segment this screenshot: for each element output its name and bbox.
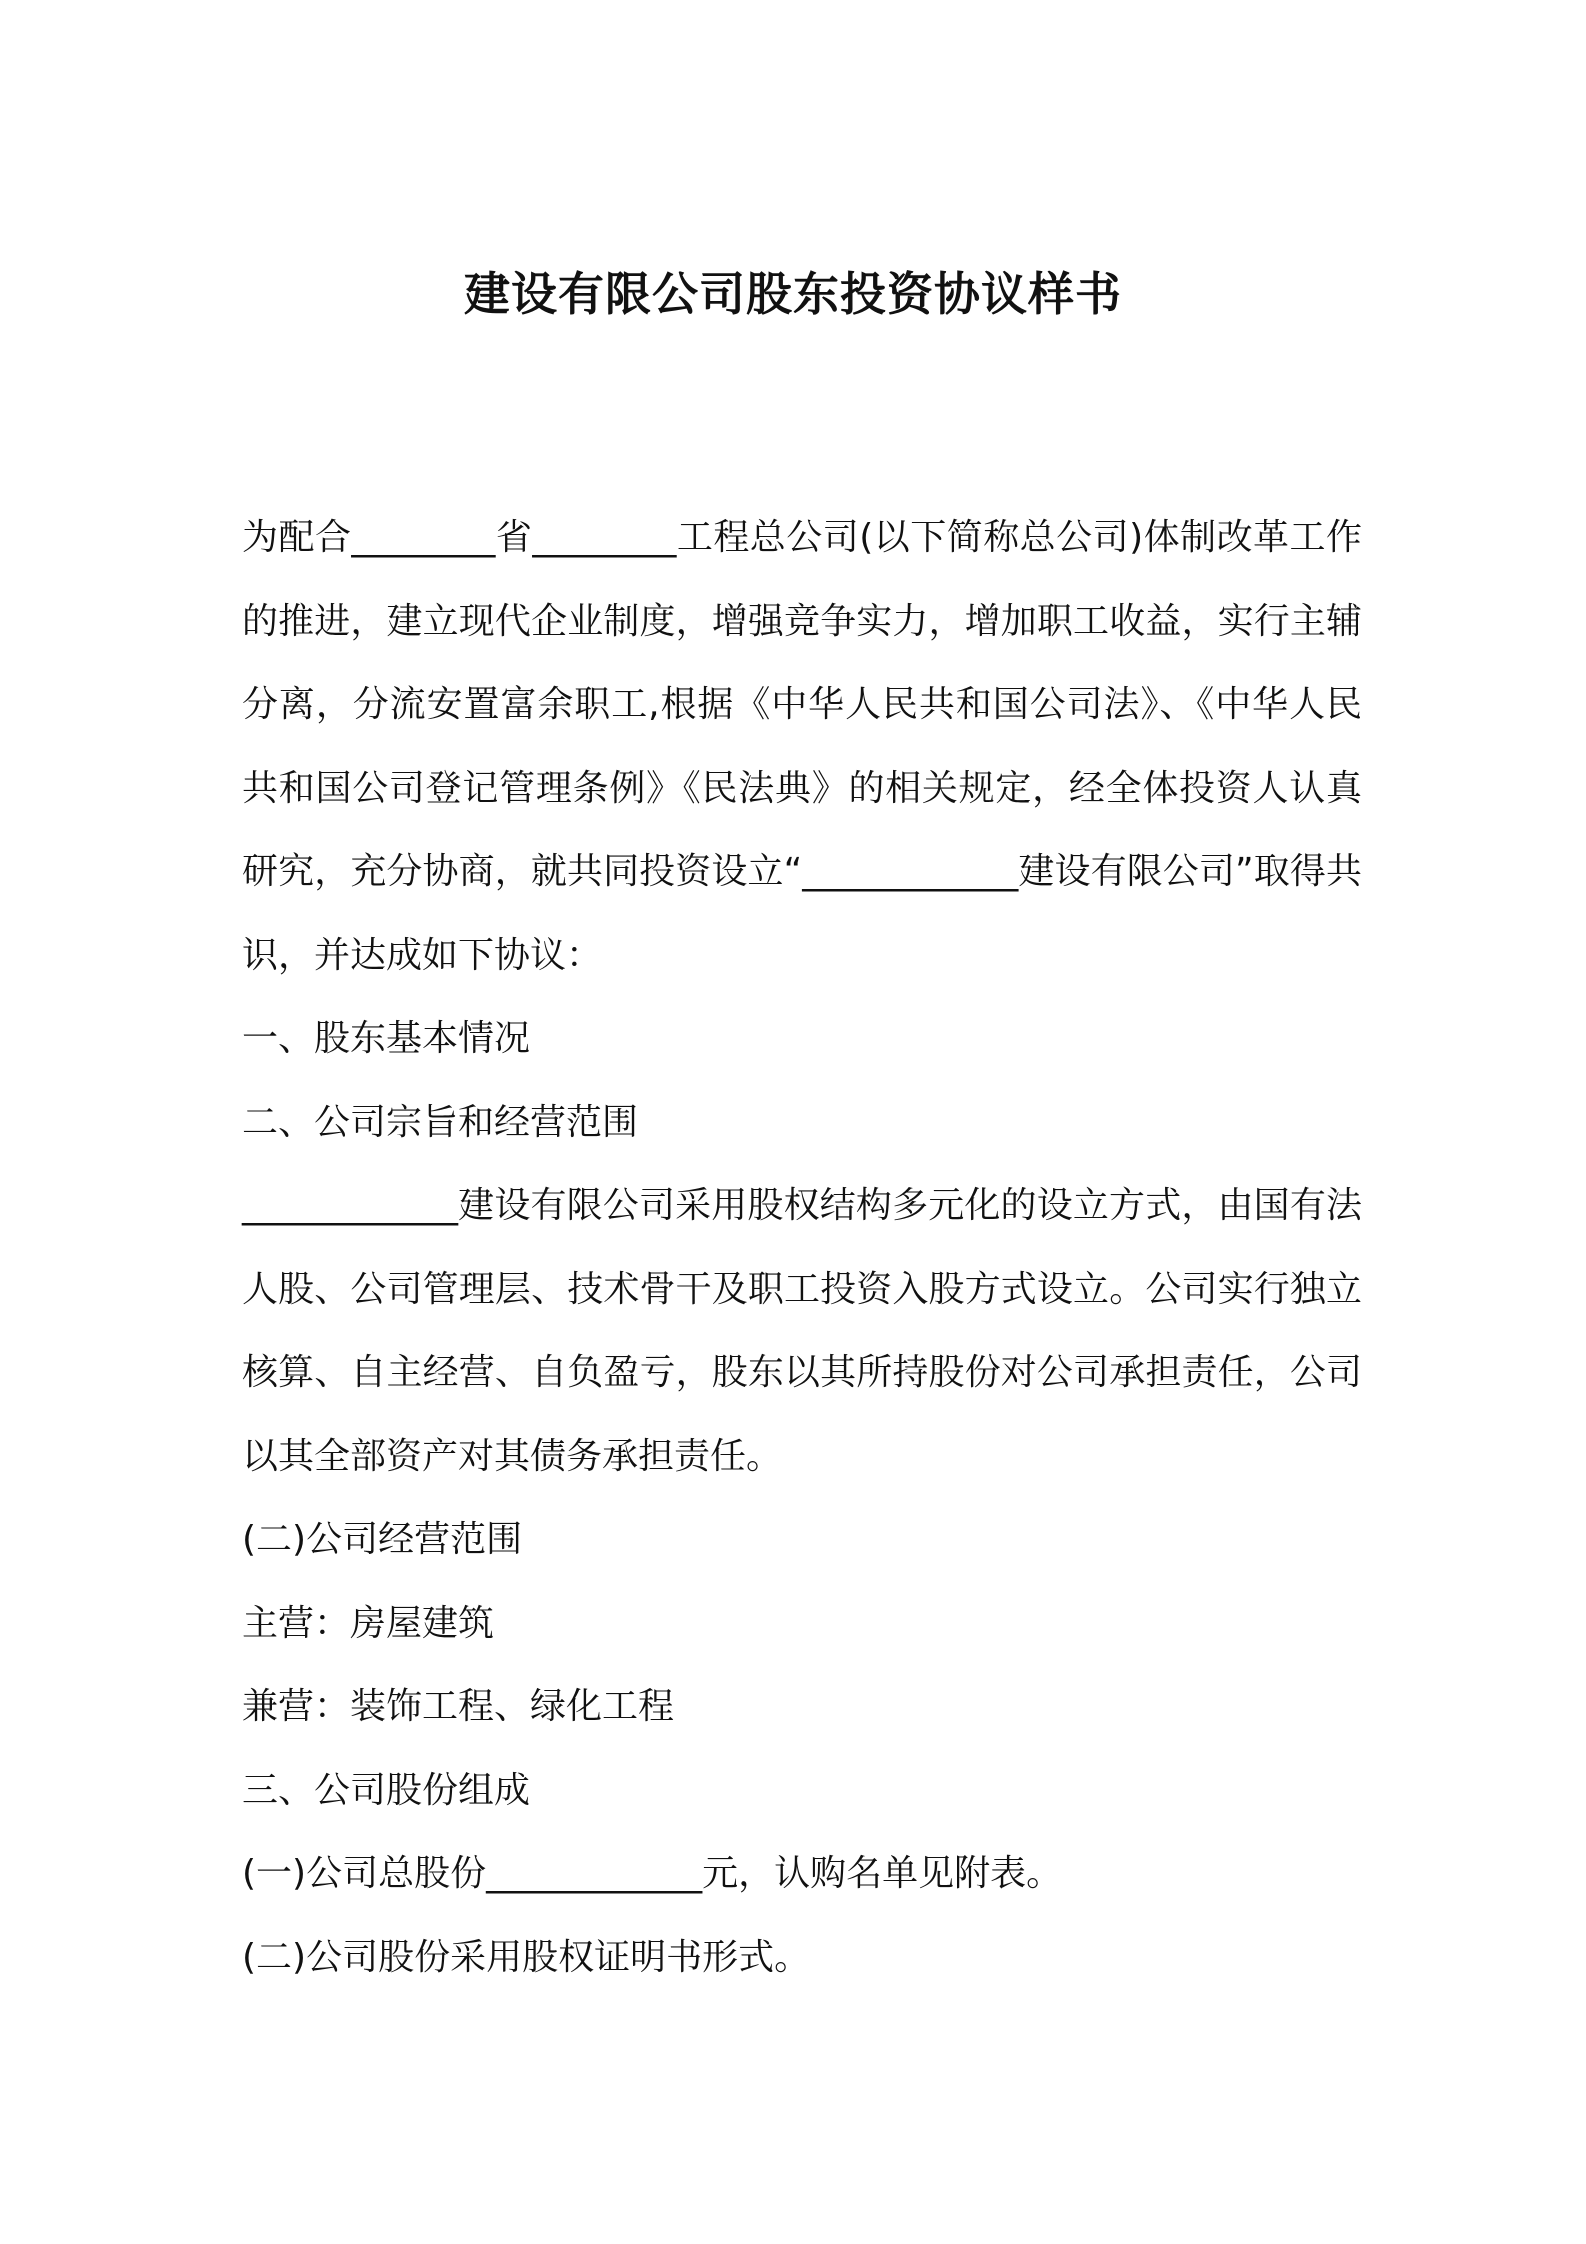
company-structure-paragraph: ____________建设有限公司采用股权结构多元化的设立方式，由国有法人股、公司管理层、技术骨干及职工投资入股方式设立。公司实行独立核算、自主经营、自负盈亏，股东以其所持股份对公司承担责任，公司以其全部资产对其债务承担责任。 <box>242 1185 1362 1477</box>
main-business-line: 主营：房屋建筑 <box>242 1602 495 1644</box>
section-heading-purpose-scope: 二、公司宗旨和经营范围 <box>242 1101 639 1143</box>
section-heading-shareholders: 一、股东基本情况 <box>242 1018 531 1059</box>
document-body <box>242 496 1362 1999</box>
share-certificate-clause: (二)公司股份采用股权证明书形式。 <box>242 1936 811 1978</box>
section-heading-share-composition: 三、公司股份组成 <box>242 1769 531 1811</box>
preamble-paragraph: 为配合________省________工程总公司(以下简称总公司)体制改革工作的推进，建立现代企业制度，增强竞争实力，增加职工收益，实行主辅分离，分流安置富余职工,根据《中华人民共和国公司法》、《中华人民共和国公司登记管理条例》《民法典》的相关规定，经全体投资人认真研究，充分协商，就共同投资设立“____________建设有限公司”取得共识，并达成如下协议： <box>242 517 1362 976</box>
secondary-business-line: 兼营：装饰工程、绿化工程 <box>242 1686 675 1727</box>
subsection-heading-business-scope: (二)公司经营范围 <box>242 1519 523 1560</box>
document-title: 建设有限公司股东投资协议样书 <box>464 267 1122 321</box>
total-shares-clause: (一)公司总股份____________元，认购名单见附表。 <box>242 1853 1063 1894</box>
